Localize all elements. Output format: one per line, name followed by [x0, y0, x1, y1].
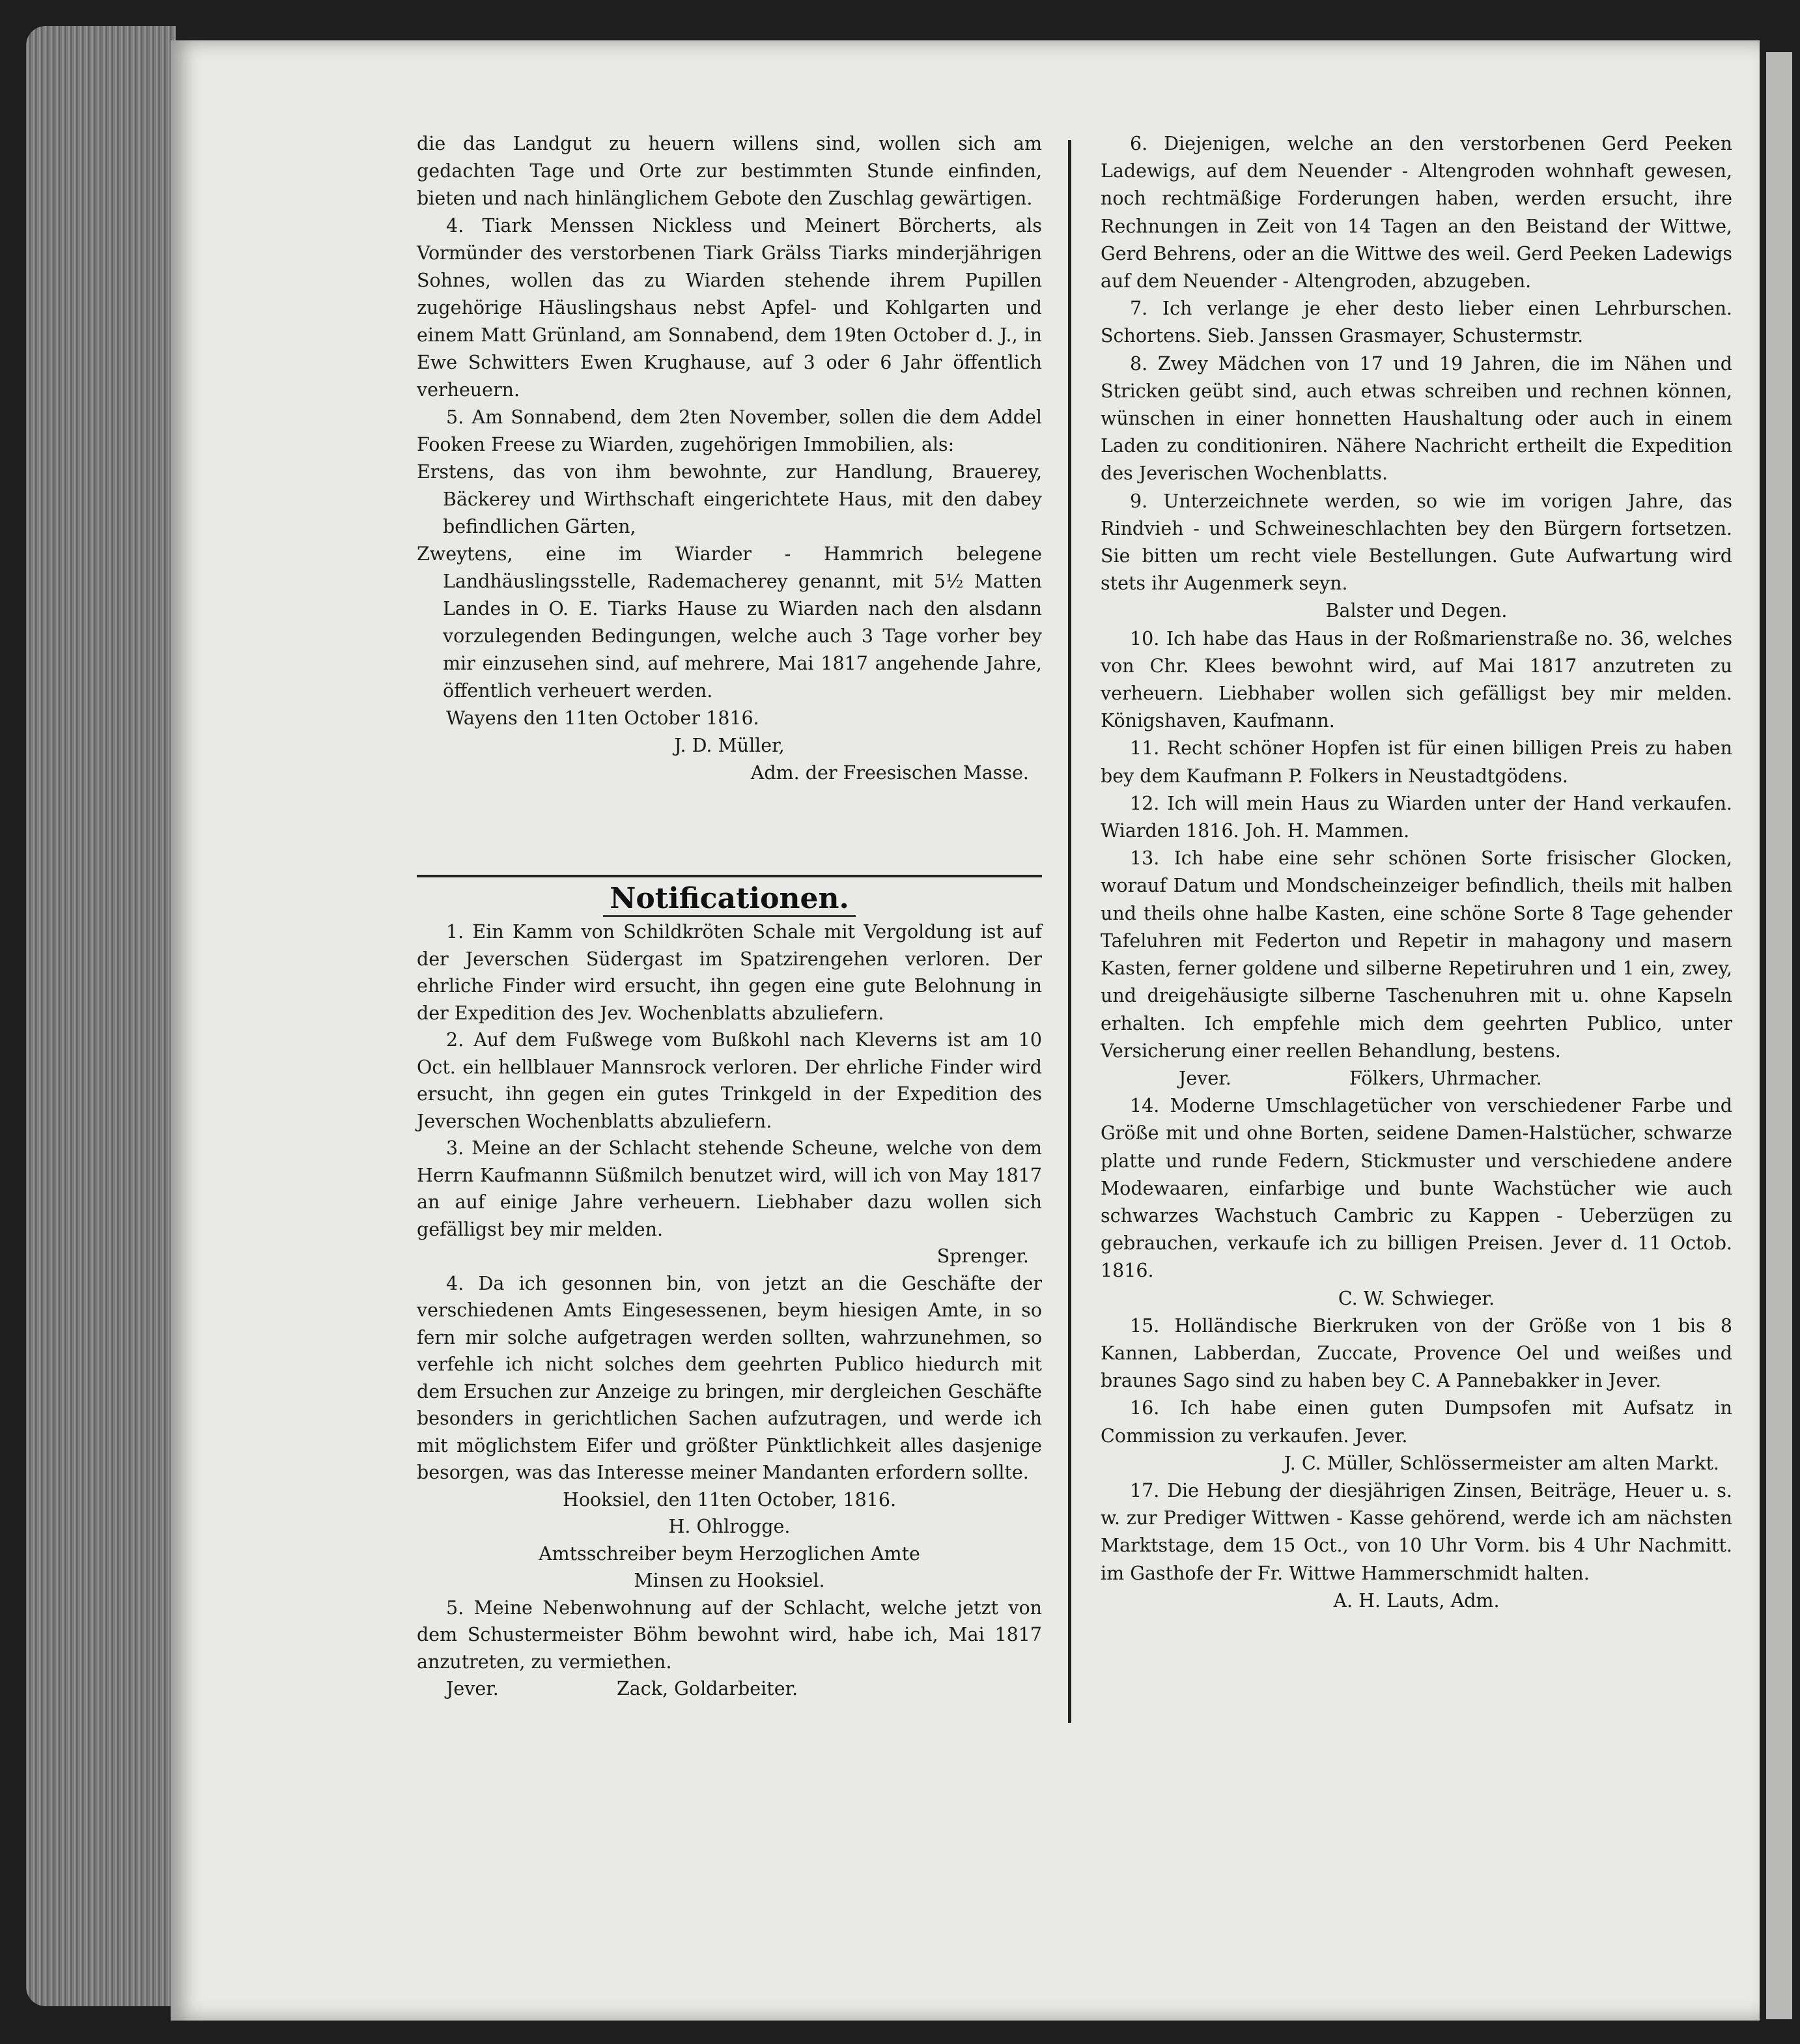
- column-divider: [1068, 140, 1071, 1723]
- notification-4-signature-role: Amtsschreiber beym Herzoglichen Amte: [539, 1542, 920, 1565]
- notification-14-signature: C. W. Schwieger.: [1338, 1287, 1495, 1309]
- notification-4-signature: H. Ohlrogge.: [668, 1516, 791, 1537]
- notification-3: 3. Meine an der Schlacht stehende Scheune, welche von dem Herrn Kaufmannn Süßmilch benutzet wird, will ich von May 1817 an auf einige Jahre verheuern. Liebhaber dazu wollen sich gefälligst bey mir melden.: [417, 1137, 1042, 1240]
- facing-page-edge: [1766, 52, 1792, 2019]
- section-rule: [417, 875, 1042, 877]
- notification-4: 4. Da ich gesonnen bin, von jetzt an die Geschäfte der verschiedenen Amts Eingesessenen, beym hiesigen Amte, in so fern mir solche aufgetragen werden sollten, wahrzunehmen, so verfehle ich nicht solches dem geehrten Publico hiedurch mit dem Ersuchen zur Anzeige zu bringen, mir dergleichen Geschäfte besonders in gerichtlichen Sachen aufzutragen, und werde ich mit möglichstem Eifer und größter Pünktlichkeit alles dasjenige besorgen, was das Interesse meiner Mandanten erfordern sollte.: [417, 1272, 1042, 1483]
- notification-10: 10. Ich habe das Haus in der Roßmarienstraße no. 36, welches von Chr. Klees bewohnt wird, auf Mai 1817 anzutreten zu verheuern. Liebhaber wollen sich gefälligst bey mir melden. Königshaven, Kaufmann.: [1101, 627, 1732, 732]
- left-column-notifications: [417, 918, 1042, 1703]
- notification-4-signature-place: Minsen zu Hooksiel.: [634, 1570, 825, 1591]
- left-continuation: die das Landgut zu heuern willens sind, wollen sich am gedachten Tage und Orte zur bestimmten Stunde einfinden, bieten und nach hinlänglichem Gebote den Zuschlag gewärtigen.: [417, 133, 1042, 209]
- notification-6: 6. Diejenigen, welche an den verstorbenen Gerd Peeken Ladewigs, auf dem Neuender - Altengroden wohnhaft gewesen, noch rechtmäßige Forderungen haben, werden ersucht, ihre Rechnungen in Zeit von 14 Tagen an den Beistand der Wittwe, Gerd Behrens, oder an die Wittwe des weil. Gerd Peeken Ladewigs auf dem Neuender - Altengroden, abzugeben.: [1101, 133, 1732, 292]
- notification-9: 9. Unterzeichnete werden, so wie im vorigen Jahre, das Rindvieh - und Schweineschlachten bey den Bürgern fortsetzen. Sie bitten um recht viele Bestellungen. Gute Aufwartung wird stets ihr Augenmerk seyn.: [1101, 490, 1732, 595]
- notice-5-date: Wayens den 11ten October 1816.: [446, 707, 759, 729]
- notification-3-signature: Sprenger.: [936, 1245, 1029, 1267]
- right-column: [1101, 130, 1732, 1615]
- notification-15: 15. Holländische Bierkruken von der Größe von 1 bis 8 Kannen, Labberdan, Zuccate, Provence Oel und weißes und braunes Sago sind zu haben bey C. A Pannebakker in Jever.: [1101, 1314, 1732, 1392]
- notification-17: 17. Die Hebung der diesjährigen Zinsen, Beiträge, Heuer u. s. w. zur Prediger Wittwen - Kasse gehörend, werde ich am nächsten Marktstage, dem 15 Oct., von 10 Uhr Vorm. bis 4 Uhr Nachmitt. im Gasthofe der Fr. Wittwe Hammerschmidt halten.: [1101, 1479, 1732, 1584]
- notification-5-signature: Jever. Zack, Goldarbeiter.: [446, 1678, 798, 1699]
- notice-5-intro: 5. Am Sonnabend, dem 2ten November, sollen die dem Addel Fooken Freese zu Wiarden, zugehörigen Immobilien, als:: [417, 406, 1042, 455]
- section-heading: Notificationen.: [417, 879, 1042, 918]
- notification-13: 13. Ich habe eine sehr schönen Sorte frisischer Glocken, worauf Datum und Mondscheinzeiger befindlich, theils mit halben und theils ohne halbe Kasten, eine schöne Sorte 8 Tage gehender Tafeluhren mit Federton und Repetir in mahagony und masern Kasten, ferner goldene und silberne Repetiruhren und 1 ein, zwey, und dreigehäusigte silberne Taschenuhren mit u. ohne Kapseln erhalten. Ich empfehle mich dem geehrten Publico, unter Versicherung einer reellen Behandlung, bestens.: [1101, 847, 1732, 1062]
- notification-9-signature: Balster und Degen.: [1325, 600, 1508, 622]
- notification-2: 2. Auf dem Fußwege vom Bußkohl nach Kleverns ist am 10 Oct. ein hellblauer Mannsrock verloren. Der ehrliche Finder wird ersucht, ihn gegen ein gutes Trinkgeld in der Expedition des Jeverschen Wochenblatts abzuliefern.: [417, 1029, 1042, 1132]
- notice-5-second: Zweytens, eine im Wiarder - Hammrich belegene Landhäuslingsstelle, Rademacherey genannt, mit 5½ Matten Landes in O. E. Tiarks Hause zu Wiarden nach den alsdann vorzulegenden Bedingungen, welche auch 3 Tage vorher bey mir einzusehen sind, auf mehrere, Mai 1817 angehende Jahre, öffentlich verheuert werden.: [417, 543, 1042, 702]
- notification-4-date: Hooksiel, den 11ten October, 1816.: [562, 1488, 897, 1511]
- notification-16-signature: J. C. Müller, Schlössermeister am alten Markt.: [1284, 1452, 1719, 1474]
- notice-5-signature: J. D. Müller,: [674, 735, 785, 756]
- notification-14: 14. Moderne Umschlagetücher von verschiedener Farbe und Größe mit und ohne Borten, seidene Damen-Halstücher, schwarze platte und runde Federn, Stickmuster und verschiedene andere Modewaaren, einfarbige und bunte Wachstücher wie auch schwarzes Wachstuch Cambric zu Kappen - Ueberzügen zu gebrauchen, verkaufe ich zu billigen Preisen. Jever d. 11 Octob. 1816.: [1101, 1095, 1732, 1282]
- notification-11: 11. Recht schöner Hopfen ist für einen billigen Preis zu haben bey dem Kaufmann P. Folkers in Neustadtgödens.: [1101, 737, 1732, 787]
- notification-5: 5. Meine Nebenwohnung auf der Schlacht, welche jetzt von dem Schustermeister Böhm bewohnt wird, habe ich, Mai 1817 anzutreten, zu vermiethen.: [417, 1597, 1042, 1673]
- book-page-edges: [26, 26, 176, 2006]
- notification-7: 7. Ich verlange je eher desto lieber einen Lehrburschen. Schortens. Sieb. Janssen Grasmayer, Schustermstr.: [1101, 298, 1732, 347]
- notification-16: 16. Ich habe einen guten Dumpsofen mit Aufsatz in Commission zu verkaufen. Jever.: [1101, 1397, 1732, 1447]
- notice-4: 4. Tiark Menssen Nickless und Meinert Börcherts, als Vormünder des verstorbenen Tiark Grälss Tiarks minderjährigen Sohnes, wollen das zu Wiarden stehende ihrem Pupillen zugehörige Häuslingshaus nebst Apfel- und Kohlgarten und einem Matt Grünland, am Sonnabend, dem 19ten October d. J., in Ewe Schwitters Ewen Krughause, auf 3 oder 6 Jahr öffentlich verheuern.: [417, 215, 1042, 401]
- left-column-top: [417, 130, 1042, 787]
- notification-1: 1. Ein Kamm von Schildkröten Schale mit Vergoldung ist auf der Jeverschen Südergast im Spatzirengehen verloren. Der ehrliche Finder wird ersucht, ihn gegen eine gute Belohnung in der Expedition des Jev. Wochenblatts abzuliefern.: [417, 921, 1042, 1024]
- notification-17-signature: A. H. Lauts, Adm.: [1333, 1589, 1500, 1611]
- notice-5-signature-role: Adm. der Freesischen Masse.: [750, 762, 1029, 784]
- notification-8: 8. Zwey Mädchen von 17 und 19 Jahren, die im Nähen und Stricken geübt sind, auch etwas schreiben und rechnen können, wünschen in einer honnetten Haushaltung oder auch in einem Laden zu conditioniren. Nähere Nachricht ertheilt die Expedition des Jeverischen Wochenblatts.: [1101, 352, 1732, 485]
- notice-5-first: Erstens, das von ihm bewohnte, zur Handlung, Brauerey, Bäckerey und Wirthschaft eingerichtete Haus, mit den dabey befindlichen Gärten,: [417, 461, 1042, 537]
- notification-13-signature: Jever. Fölkers, Uhrmacher.: [1179, 1067, 1542, 1089]
- notification-12: 12. Ich will mein Haus zu Wiarden unter der Hand verkaufen. Wiarden 1816. Joh. H. Mammen.: [1101, 792, 1732, 842]
